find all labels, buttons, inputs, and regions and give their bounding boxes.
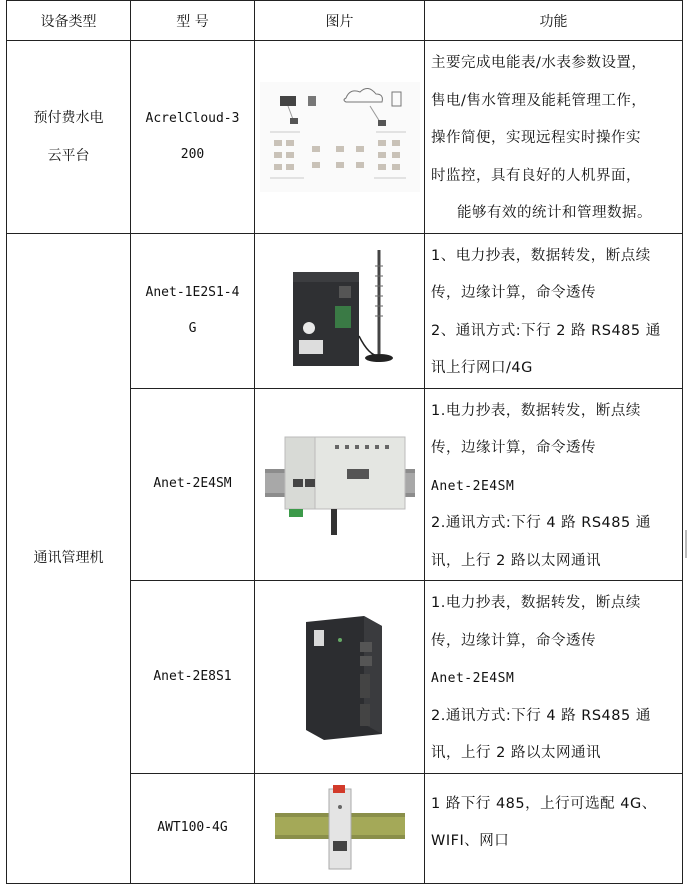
- header-picture: 图片: [255, 1, 425, 41]
- device-type-cell: 通讯管理机: [7, 233, 131, 883]
- device-table: [6, 0, 683, 884]
- function-cell: [425, 233, 683, 388]
- function-line: 传，边缘计算，命令透传: [431, 632, 596, 649]
- function-line: 1.电力抄表，数据转发，断点续: [431, 402, 641, 419]
- model-cell: [131, 41, 255, 234]
- function-line: 讯，上行 2 路以太网通讯: [431, 745, 601, 761]
- header-device-type: 设备类型: [7, 1, 131, 41]
- function-line: 能够有效的统计和管理数据。: [457, 205, 652, 221]
- header-row: [7, 1, 683, 41]
- function-line: 1、电力抄表，数据转发，断点续: [431, 247, 651, 264]
- function-line: 主要完成电能表/水表参数设置，: [431, 55, 647, 71]
- function-line: 传，边缘计算，命令透传: [431, 285, 596, 301]
- model-line: Anet-1E2S1-4: [145, 284, 240, 300]
- device-type-line: 云平台: [47, 147, 90, 164]
- model-cell: AWT100-4G: [131, 773, 255, 883]
- table-row: [7, 233, 683, 388]
- model-cell: [131, 233, 255, 388]
- function-cell: [425, 388, 683, 581]
- function-line: 时监控，具有良好的人机界面，: [431, 167, 641, 184]
- model-line: AcrelCloud-3: [145, 110, 240, 126]
- cloud-platform-diagram-image: [260, 82, 420, 192]
- function-line: 2.通讯方式:下行 4 路 RS485 通: [431, 515, 651, 531]
- model-line: 200: [180, 146, 205, 162]
- device-type-line: 预付费水电: [33, 109, 104, 126]
- function-cell: [425, 581, 683, 774]
- function-line: 讯，上行 2 路以太网通讯: [431, 552, 601, 569]
- picture-cell: [255, 388, 425, 581]
- picture-cell: [255, 581, 425, 774]
- din-rail-module-image: [275, 783, 405, 873]
- device-type-cell: [7, 41, 131, 234]
- header-model: 型 号: [131, 1, 255, 41]
- function-line: Anet-2E4SM: [431, 478, 515, 494]
- model-cell: Anet-2E8S1: [131, 581, 255, 774]
- function-line: 2、通讯方式:下行 2 路 RS485 通: [431, 322, 661, 339]
- function-line: 售电/售水管理及能耗管理工作，: [431, 92, 647, 109]
- picture-cell: [255, 233, 425, 388]
- header-function: 功能: [425, 1, 683, 41]
- gateway-with-antenna-image: [275, 246, 405, 376]
- model-line: G: [188, 320, 197, 336]
- function-line: 1 路下行 485，上行可选配 4G、: [431, 795, 657, 812]
- function-line: 传，边缘计算，命令透传: [431, 440, 596, 456]
- function-line: Anet-2E4SM: [431, 671, 515, 686]
- dark-gateway-box-image: [290, 612, 390, 742]
- table-row: [7, 41, 683, 234]
- function-line: 1.电力抄表，数据转发，断点续: [431, 595, 641, 611]
- function-line: 2.通讯方式:下行 4 路 RS485 通: [431, 707, 651, 724]
- function-cell: [425, 41, 683, 234]
- picture-cell: [255, 773, 425, 883]
- function-cell: [425, 773, 683, 883]
- function-line: 操作简便，实现远程实时操作实: [431, 130, 641, 146]
- din-rail-gateway-image: [265, 429, 415, 539]
- model-cell: Anet-2E4SM: [131, 388, 255, 581]
- picture-cell: [255, 41, 425, 234]
- function-line: WIFI、网口: [431, 833, 510, 849]
- function-line: 讯上行网口/4G: [431, 360, 533, 376]
